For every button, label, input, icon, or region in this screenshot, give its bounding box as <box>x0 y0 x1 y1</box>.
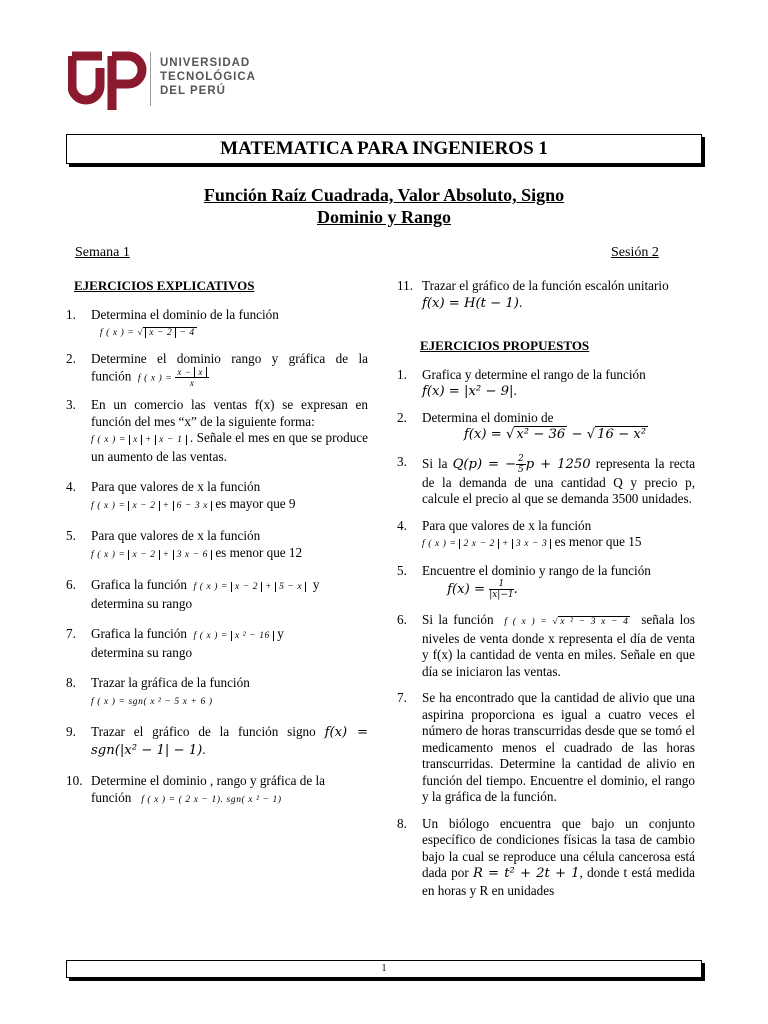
topic-title: Función Raíz Cuadrada, Valor Absoluto, Signo <box>203 185 565 205</box>
list-item: 10. Determine el dominio , rango y gráfica de la función f ( x ) = ( 2 x − 1). sgn( x ² − 1) <box>66 773 325 805</box>
list-item: 11. Trazar el gráfico de la función escalón unitario f(x) = H(t − 1). <box>397 278 669 311</box>
list-item: 1. Determina el dominio de la función f ( x ) = √ x − 2 − 4 <box>66 306 279 338</box>
list-item: 5. Encuentre el dominio y rango de la función f(x) = $\frac{1}{|x|-1}$. <box>397 562 651 600</box>
section-heading: EJERCICIOS PROPUESTOS <box>420 338 590 353</box>
university-name: UNIVERSIDAD TECNOLÓGICA DEL PERÚ <box>160 57 256 97</box>
list-item: 3. Si la Q(p) = − $\frac{2}{5}p + 1250$ representa la recta de la demanda de una cantidad Q y precio p, calcule el precio al que se demanda 3500 unidades. <box>397 453 696 506</box>
list-item: 3. En un comercio las ventas f(x) se expresan en función del mes “x” de la siguiente forma: f ( x ) = x + x − 1 . Señale el mes en que se produce un aumento de las ventas. <box>66 397 369 464</box>
topic-subtitle: Dominio y Rango <box>316 207 451 227</box>
page-number: 1 <box>66 960 702 978</box>
logo-divider <box>150 52 151 106</box>
list-item: 8. Un biólogo encuentra que bajo un conjunto específico de condiciones físicas la tasa de cambio bajo la cual se reproduce una célula cancerosa está dada por R = t² + 2t + 1, donde t está medida en horas y R en unidades <box>397 815 696 898</box>
course-title: MATEMATICA PARA INGENIEROS 1 <box>66 134 702 164</box>
list-item: 1. Grafica y determine el rango de la función f(x) = |x² − 9|. <box>397 366 646 399</box>
list-item: 6. Si la función f ( x ) = √ x ² − 3 x − 4 señala los niveles de venta donde x representa el día de venta y f(x) la cantidad de venta en miles. Señale en que día se iniciaron las ventas. <box>397 612 696 679</box>
left-column <box>66 278 368 817</box>
list-item: 7. Grafica la función f ( x ) = x ² − 16 y determina su rango <box>66 626 284 660</box>
list-item: 4. Para que valores de x la función f ( x ) = 2 x − 2 + 3 x − 3 es menor que 15 <box>397 517 642 549</box>
week-label: Semana 1 <box>75 245 130 260</box>
list-item: 2. Determine el dominio rango y gráfica de la función f ( x ) = $\frac{x - x}{x}$ <box>66 350 368 388</box>
section-heading: EJERCICIOS EXPLICATIVOS <box>74 278 255 293</box>
right-column <box>397 278 695 908</box>
list-item: 7. Se ha encontrado que la cantidad de alivio que una aspirina proporciona es igual a cuatro veces el número de horas transcurridas desde que se tomó el medicamento menos el cuadrado de las horas transcurridas. Determine la cantidad de alivio en función del tiempo. Encuentre el dominio, el rango y la gráfica de la función. <box>397 690 695 804</box>
list-item: 4. Para que valores de x la función f ( x ) = x − 2 + 6 − 3 x es mayor que 9 <box>66 479 296 511</box>
list-item: 5. Para que valores de x la función f ( x ) = x − 2 + 3 x − 6 es menor que 12 <box>66 528 303 560</box>
list-item: 8. Trazar la gráfica de la función f ( x ) = sgn( x ² − 5 x + 6 ) <box>66 675 250 707</box>
list-item: 9. Trazar el gráfico de la función signo f(x) = sgn(|x² − 1| − 1). <box>66 724 368 758</box>
session-label: Sesión 2 <box>611 245 659 260</box>
list-item: 2. Determina el dominio de f(x) = √ x² − 36 − √ 16 − x² <box>397 409 647 442</box>
list-item: 6. Grafica la función f ( x ) = x − 2 + 5 − x y determina su rango <box>66 577 320 611</box>
